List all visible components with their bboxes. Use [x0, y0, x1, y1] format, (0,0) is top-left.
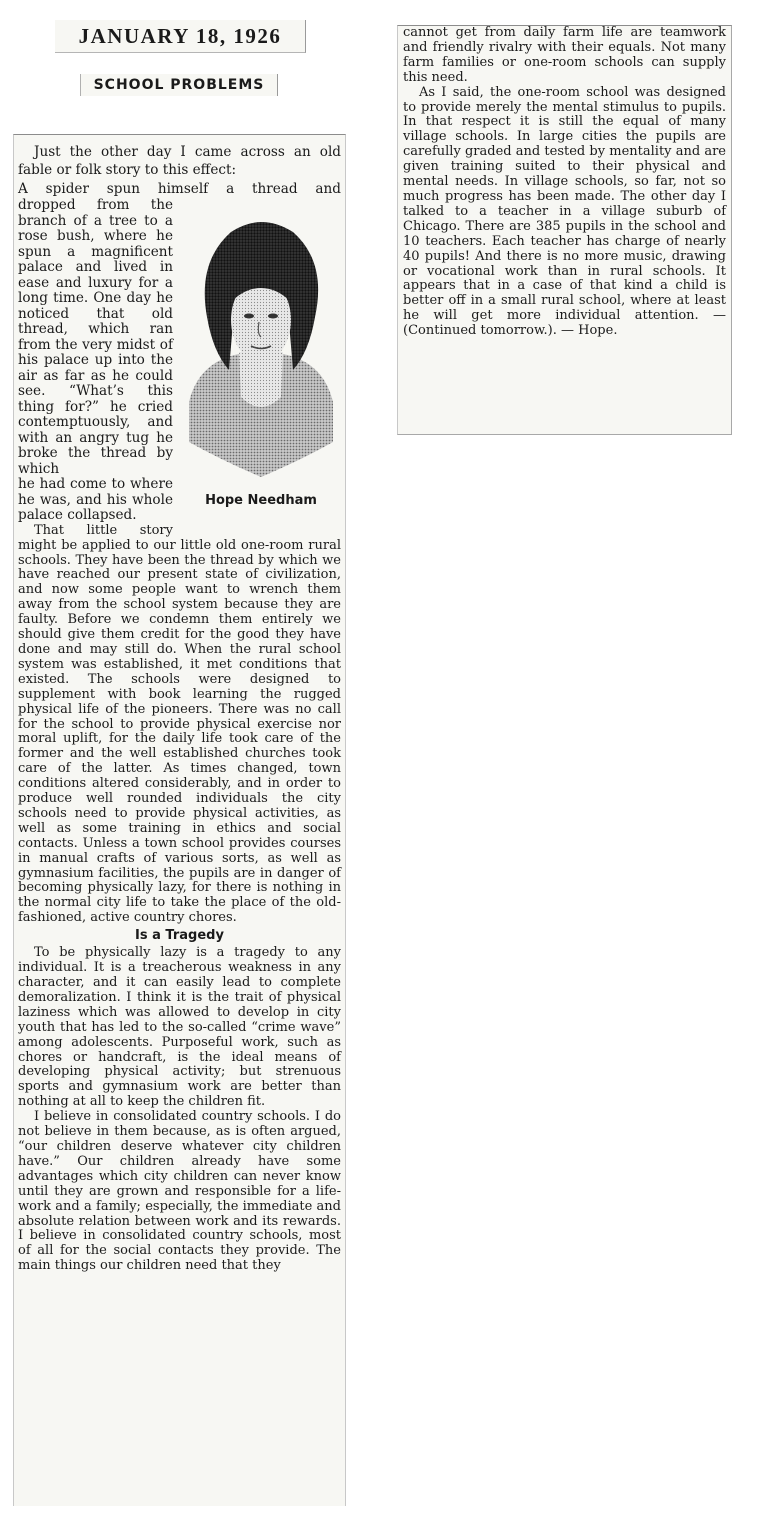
article-subheading: Is a Tragedy — [135, 928, 224, 944]
article-wrapped-text: dropped from the branch of a tree to a rose bush, where he spun a magnificent palace and lived in ease and luxury for a long time. One day he noticed that old thread, which ran from the very midst of his palace up into the air as far as he could see. “What’s this thing for?” he cried contemptuously, and with an angry tug he broke the thread by which — [18, 197, 173, 477]
article-continuation-paragraph: cannot get from daily farm life are teamwork and friendly rivalry with their equals. Not many farm families or one-room schools can supply this need. — [403, 25, 726, 85]
article-paragraph-2: That little story might be applied to our little old one-room rural schools. They have been the thread by which we have reached our present state of civilization, and now some people want to wrench them away from the school system because they are faulty. Before we condemn them entirely we should give them credit for the good they have done and may still do. When the rural school system was established, it met conditions that existed. The schools were designed to supplement with book learning the rugged physical life of the pioneers. There was no call for the school to provide physical exercise nor moral uplift, for the daily life took care of the former and the well established churches took care of the latter. As times changed, town conditions altered considerably, and in order to produce well rounded individuals the city schools need to provide physical activities, as well as some training in ethics and social contacts. Unless a town school provides courses in manual crafts of various sorts, as well as gymnasium facilities, the pupils are in danger of becoming physically lazy, for there is nothing in the normal city life to take the place of the old-fashioned, active country chores. — [18, 522, 341, 926]
article-paragraph-1-end: he had come to where he was, and his whole palace collapsed. — [18, 476, 173, 524]
author-portrait-image — [181, 202, 341, 487]
article-lead-continued: A spider spun himself a thread and — [18, 180, 341, 197]
article-right-column — [397, 25, 732, 435]
article-paragraph-3: To be physically lazy is a tragedy to any individual. It is a treacherous weakness in any character, and it can easily lead to complete demoralization. I think it is the trait of physical laziness which was allowed to develop in city youth that has led to the so-called “crime wave” among adolescents. Purposeful work, such as chores or handcraft, is the ideal means of developing physical activity; but strenuous sports and gymnasium work are better than nothing at all to keep the children fit. — [18, 945, 341, 1110]
article-paragraph-5: As I said, the one-room school was designed to provide merely the mental stimulus to pupils. In that respect it is still the equal of many village schools. In large cities the pupils are carefully graded and tested by mentality and are given training suited to their physical and mental needs. In village schools, so far, not so much progress has been made. The other day I talked to a teacher in a village suburb of Chicago. There are 385 pupils in the school and 10 teachers. Each teacher has charge of nearly 40 pupils! And there is no more music, drawing or vocational work than in rural schools. It appears that in a case of that kind a child is better off in a small rural school, where at least he will get more individual attention. — (Continued tomorrow.). — Hope. — [403, 84, 726, 339]
author-photo-block — [181, 202, 341, 524]
article-left-column — [13, 134, 346, 1506]
publication-date: JANUARY 18, 1926 — [78, 24, 282, 48]
article-paragraph-4: I believe in consolidated country schools. I do not believe in them because, as is often argued, “our children deserve whatever city children have.” Our children already have some advantages which city children can never know until they are grown and responsible for a life-work and a family; especially, the immediate and absolute relation between work and its rewards. I believe in consolidated country schools, most of all for the social contacts they provide. The main things our children need that they — [18, 1109, 341, 1274]
date-clipping — [55, 20, 306, 53]
photo-caption: Hope Needham — [205, 493, 317, 509]
heading-clipping — [80, 74, 278, 96]
column-title: SCHOOL PROBLEMS — [93, 77, 265, 93]
article-lead: Just the other day I came across an old fable or folk story to this effect: — [18, 144, 341, 179]
